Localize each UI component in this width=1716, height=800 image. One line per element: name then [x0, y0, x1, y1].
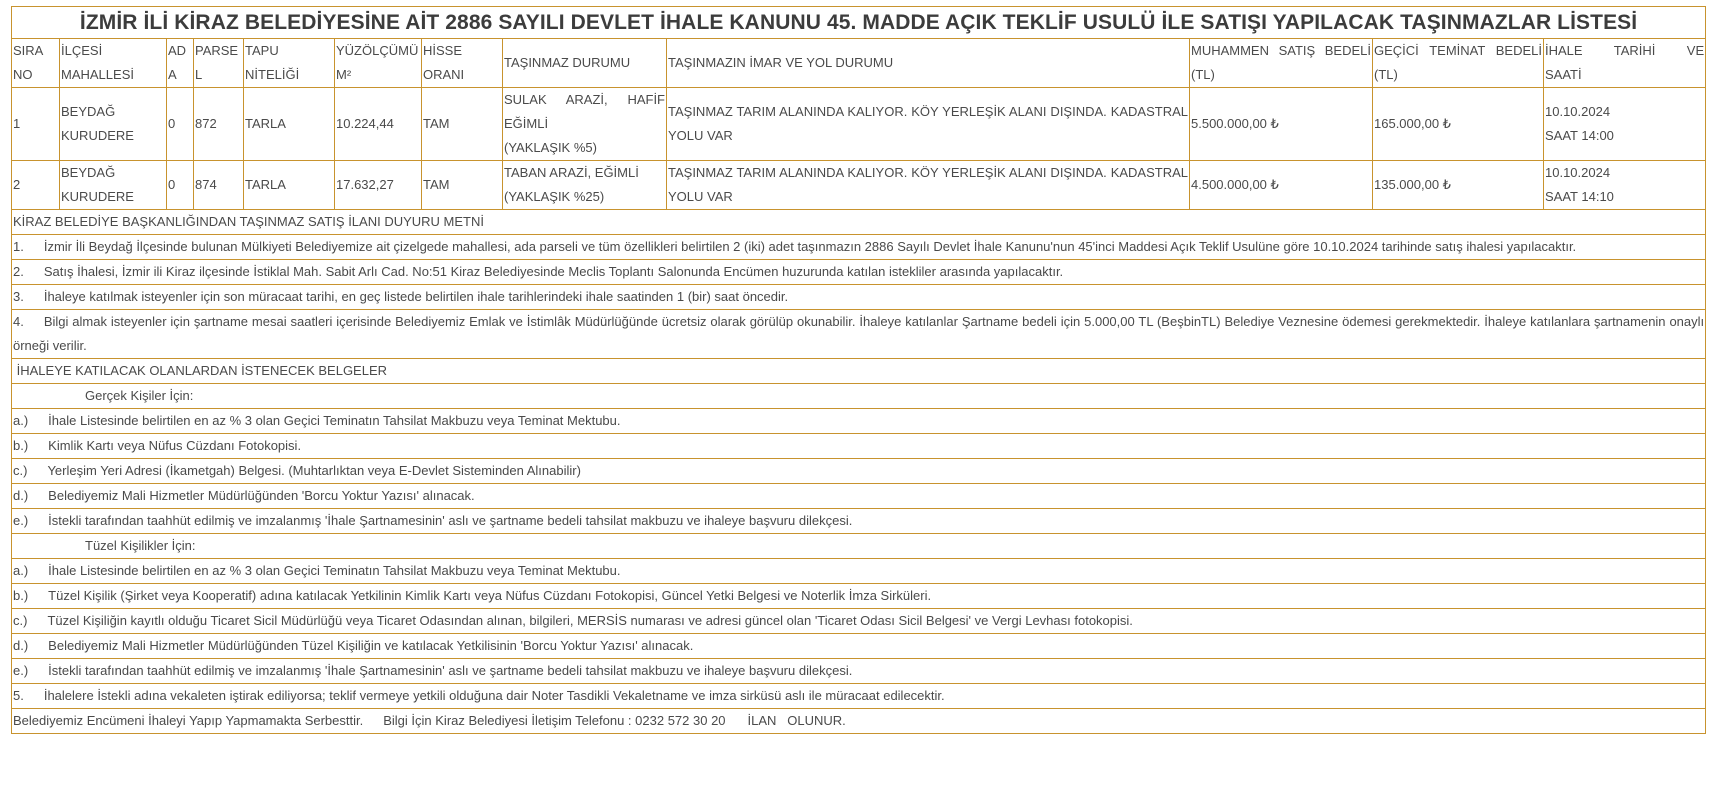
cell-sira: 1 [12, 88, 60, 161]
col-header-hisse: HİSSE ORANI [422, 39, 503, 88]
col-header-sira: SIRA NO [12, 39, 60, 88]
documents-heading: İHALEYE KATILACAK OLANLARDAN İSTENECEK BELGELER [12, 359, 1706, 384]
document-item: b.) Tüzel Kişilik (Şirket veya Kooperatif) adına katılacak Yetkilinin Kimlik Kartı veya Nüfus Cüzdanı Fotokopisi, Güncel Yetki Belgesi ve Noterlik İmza Sirküleri. [12, 584, 1706, 609]
document-item: c.) Tüzel Kişiliğin kayıtlı olduğu Ticaret Sicil Müdürlüğü veya Ticaret Odasından alınan, bilgileri, MERSİS numarası ve adresi güncel olan 'Ticaret Odası Sicil Belgesi' ve Vergi Levhası fotokopisi. [12, 609, 1706, 634]
cell-bedel: 5.500.000,00 ₺ [1190, 88, 1373, 161]
col-header-parsel: PARSEL [194, 39, 244, 88]
cell-teminat: 135.000,00 ₺ [1373, 161, 1544, 210]
cell-hisse: TAM [422, 88, 503, 161]
cell-parsel: 872 [194, 88, 244, 161]
cell-durum: TABAN ARAZİ, EĞİMLİ (YAKLAŞIK %25) [503, 161, 667, 210]
col-header-bedel: MUHAMMEN SATIŞ BEDELİ (TL) [1190, 39, 1373, 88]
document-item: e.) İstekli tarafından taahhüt edilmiş ve imzalanmış 'İhale Şartnamesinin' aslı ve şartname bedeli tahsilat makbuzu ve ihaleye başvuru dilekçesi. [12, 509, 1706, 534]
col-header-durum: TAŞINMAZ DURUMU [503, 39, 667, 88]
cell-ada: 0 [167, 88, 194, 161]
col-header-tapu: TAPU NİTELİĞİ [244, 39, 335, 88]
cell-tarih: 10.10.2024 SAAT 14:00 [1544, 88, 1706, 161]
document-item: e.) İstekli tarafından taahhüt edilmiş ve imzalanmış 'İhale Şartnamesinin' aslı ve şartname bedeli tahsilat makbuzu ve ihaleye başvuru dilekçesi. [12, 659, 1706, 684]
cell-yuzolcum: 17.632,27 [335, 161, 422, 210]
cell-durum: SULAK ARAZİ, HAFİF EĞİMLİ (YAKLAŞIK %5) [503, 88, 667, 161]
cell-yuzolcum: 10.224,44 [335, 88, 422, 161]
cell-tapu: TARLA [244, 88, 335, 161]
document-item: a.) İhale Listesinde belirtilen en az % 3 olan Geçici Teminatın Tahsilat Makbuzu veya Teminat Mektubu. [12, 409, 1706, 434]
document-item: c.) Yerleşim Yeri Adresi (İkametgah) Belgesi. (Muhtarlıktan veya E-Devlet Sisteminden Alınabilir) [12, 459, 1706, 484]
cell-parsel: 874 [194, 161, 244, 210]
cell-ada: 0 [167, 161, 194, 210]
cell-tapu: TARLA [244, 161, 335, 210]
table-row [12, 88, 1706, 161]
cell-sira: 2 [12, 161, 60, 210]
cell-bedel: 4.500.000,00 ₺ [1190, 161, 1373, 210]
col-header-yuzolcum: YÜZÖLÇÜMÜ M² [335, 39, 422, 88]
cell-ilce-mahalle: BEYDAĞ KURUDERE [60, 88, 167, 161]
cell-ilce-mahalle: BEYDAĞ KURUDERE [60, 161, 167, 210]
document-item: b.) Kimlik Kartı veya Nüfus Cüzdanı Fotokopisi. [12, 434, 1706, 459]
col-header-imar: TAŞINMAZIN İMAR VE YOL DURUMU [667, 39, 1190, 88]
announcement-item: 4. Bilgi almak isteyenler için şartname mesai saatleri içerisinde Belediyemiz Emlak ve İstimlâk Müdürlüğünde ücretsiz olarak görülüp okunabilir. İhaleye katılanlar Şartname bedeli için 5.000,00 TL (BeşbinTL) Belediye Veznesine ödemesi gerekmektedir. İhaleye katılanlara şartnamenin onaylı örneği verilir. [12, 310, 1706, 359]
announcement-item: 1. İzmir İli Beydağ İlçesinde bulunan Mülkiyeti Belediyemize ait çizelgede mahallesi, ada parseli ve tüm özellikleri belirtilen 2 (iki) adet taşınmazın 2886 Sayılı Devlet İhale Kanunu'nun 45'inci Maddesi Açık Teklif Usulüne göre 10.10.2024 tarihinde satış ihalesi yapılacaktır. [12, 235, 1706, 260]
announcement-item: 2. Satış İhalesi, İzmir ili Kiraz ilçesinde İstiklal Mah. Sabit Arlı Cad. No:51 Kiraz Belediyesinde Meclis Toplantı Salonunda Encümen huzurunda katılan istekliler arasında yapılacaktır. [12, 260, 1706, 285]
col-header-ilce: İLÇESİ MAHALLESİ [60, 39, 167, 88]
legal-entities-subheading: Tüzel Kişilikler İçin: [12, 534, 1706, 559]
document-item: d.) Belediyemiz Mali Hizmetler Müdürlüğünden 'Borcu Yoktur Yazısı' alınacak. [12, 484, 1706, 509]
cell-imar: TAŞINMAZ TARIM ALANINDA KALIYOR. KÖY YERLEŞİK ALANI DIŞINDA. KADASTRAL YOLU VAR [667, 161, 1190, 210]
announcement-heading: KİRAZ BELEDİYE BAŞKANLIĞINDAN TAŞINMAZ SATIŞ İLANI DUYURU METNİ [12, 210, 1706, 235]
announcement-item: 3. İhaleye katılmak isteyenler için son müracaat tarihi, en geç listede belirtilen ihale tarihlerindeki ihale saatinden 1 (bir) saat öncedir. [12, 285, 1706, 310]
col-header-tarih: İHALE TARİHİ VE SAATİ [1544, 39, 1706, 88]
page-title: İZMİR İLİ KİRAZ BELEDİYESİNE AİT 2886 SAYILI DEVLET İHALE KANUNU 45. MADDE AÇIK TEKLİF USULÜ İLE SATIŞI YAPILACAK TAŞINMAZLAR LİSTESİ [12, 7, 1706, 39]
table-row [12, 161, 1706, 210]
document-item: d.) Belediyemiz Mali Hizmetler Müdürlüğünden Tüzel Kişiliğin ve katılacak Yetkilisinin 'Borcu Yoktur Yazısı' alınacak. [12, 634, 1706, 659]
cell-teminat: 165.000,00 ₺ [1373, 88, 1544, 161]
cell-imar: TAŞINMAZ TARIM ALANINDA KALIYOR. KÖY YERLEŞİK ALANI DIŞINDA. KADASTRAL YOLU VAR [667, 88, 1190, 161]
col-header-teminat: GEÇİCİ TEMİNAT BEDELİ (TL) [1373, 39, 1544, 88]
cell-tarih: 10.10.2024 SAAT 14:10 [1544, 161, 1706, 210]
auction-document-table [11, 6, 1706, 734]
document-item: a.) İhale Listesinde belirtilen en az % 3 olan Geçici Teminatın Tahsilat Makbuzu veya Teminat Mektubu. [12, 559, 1706, 584]
footer-note: Belediyemiz Encümeni İhaleyi Yapıp Yapmamakta Serbesttir. Bilgi İçin Kiraz Belediyesi İletişim Telefonu : 0232 572 30 20 İLAN OLUNUR. [12, 709, 1706, 734]
table-header-row [12, 39, 1706, 88]
proxy-note: 5. İhalelere İstekli adına vekaleten iştirak ediliyorsa; teklif vermeye yetkili olduğuna dair Noter Tasdikli Vekaletname ve imza sirküsü aslı ile müracaat edilecektir. [12, 684, 1706, 709]
col-header-ada: ADA [167, 39, 194, 88]
cell-hisse: TAM [422, 161, 503, 210]
real-persons-subheading: Gerçek Kişiler İçin: [12, 384, 1706, 409]
